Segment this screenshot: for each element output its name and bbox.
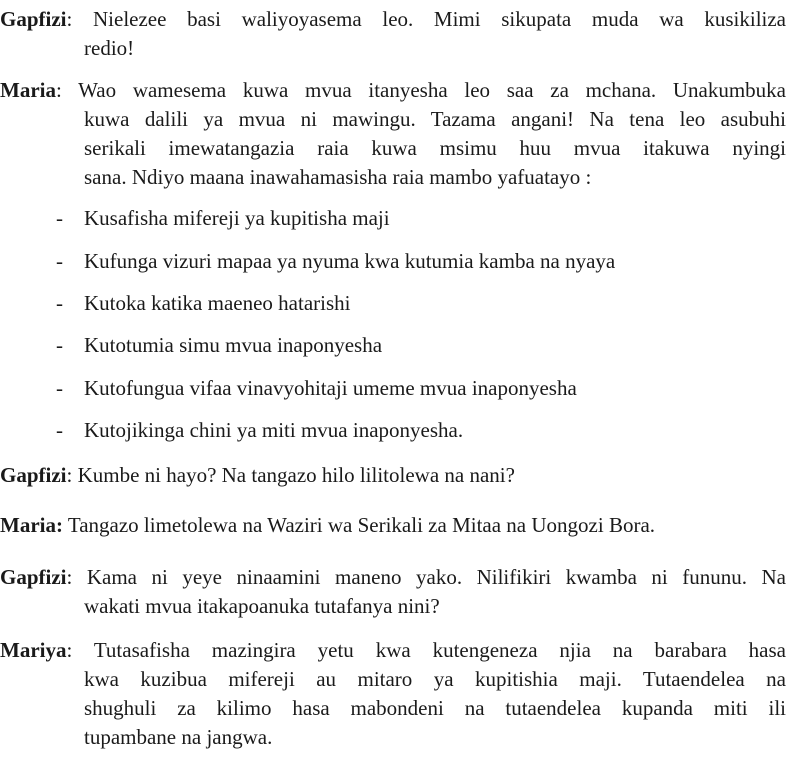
dialogue-turn [0, 511, 786, 540]
dialogue-line: kwa kuzibua mifereji au mitaro ya kupitishia maji. Tutaendelea na [84, 667, 786, 691]
dialogue-text: Tutasafisha mazingira yetu kwa kutengeneza njia na barabara hasa [93, 638, 786, 662]
bullet-marker: - [56, 291, 63, 315]
dialogue-line [0, 76, 786, 105]
speaker-separator: : [66, 7, 93, 31]
speaker-separator: : [55, 78, 79, 102]
dialogue-line: kuwa dalili ya mvua ni mawingu. Tazama angani! Na tena leo asubuhi [84, 107, 786, 131]
bullet-marker: - [56, 249, 63, 273]
bullet-marker: - [56, 418, 63, 442]
list-item-text: Kutojikinga chini ya miti mvua inaponyesha. [84, 418, 464, 442]
list-item [56, 247, 615, 276]
list-item-text: Kufunga vizuri mapaa ya nyuma kwa kutumia kamba na nyaya [84, 249, 616, 273]
dialogue-line: serikali imewatangazia raia kuwa msimu huu mvua itakuwa nyingi [84, 136, 786, 160]
list-item-text: Kusafisha mifereji ya kupitisha maji [84, 206, 390, 230]
bullet-marker: - [56, 206, 63, 230]
dialogue-turn [0, 5, 786, 63]
dialogue-turn [0, 636, 786, 752]
speaker-name: Gapfizi [0, 565, 67, 589]
speaker-separator: : [66, 463, 78, 487]
dialogue-line: wakati mvua itakapoanuka tutafanya nini? [84, 594, 440, 618]
dialogue-turn [0, 76, 786, 192]
list-item-text: Kutotumia simu mvua inaponyesha [84, 333, 383, 357]
dialogue-line: sana. Ndiyo maana inawahamasisha raia mambo yafuatayo : [84, 165, 592, 189]
dialogue-line [0, 5, 786, 34]
list-item [56, 289, 351, 318]
dialogue-text: Kumbe ni hayo? Na tangazo hilo lilitolewa na nani? [77, 463, 515, 487]
list-item [56, 204, 390, 233]
speaker-name: Gapfizi [0, 7, 67, 31]
dialogue-line [0, 461, 786, 490]
dialogue-line [0, 636, 786, 665]
speaker-name: Maria [0, 78, 56, 102]
speaker-name: Mariya [0, 638, 67, 662]
speaker-name: Gapfizi [0, 463, 67, 487]
dialogue-line: redio! [84, 36, 135, 60]
speaker-separator: : [66, 565, 87, 589]
speaker-separator: : [66, 638, 94, 662]
dialogue-turn [0, 563, 786, 621]
dialogue-text: Kama ni yeye ninaamini maneno yako. Nilifikiri kwamba ni fununu. Na [86, 565, 786, 589]
dialogue-line: shughuli za kilimo hasa mabondeni na tutaendelea kupanda miti ili [84, 696, 786, 720]
bullet-marker: - [56, 376, 63, 400]
dialogue-line [0, 563, 786, 592]
dialogue-line: tupambane na jangwa. [84, 725, 273, 749]
speaker-name: Maria: [0, 513, 63, 537]
dialogue-turn [0, 461, 786, 490]
list-item [56, 374, 577, 403]
bullet-marker: - [56, 333, 63, 357]
dialogue-text: Tangazo limetolewa na Waziri wa Serikali za Mitaa na Uongozi Bora. [67, 513, 656, 537]
dialogue-text: Wao wamesema kuwa mvua itanyesha leo saa za mchana. Unakumbuka [78, 78, 786, 102]
list-item [56, 416, 463, 445]
dialogue-text: Nielezee basi waliyoyasema leo. Mimi sikupata muda wa kusikiliza [93, 7, 786, 31]
list-item-text: Kutoka katika maeneo hatarishi [84, 291, 351, 315]
list-item-text: Kutofungua vifaa vinavyohitaji umeme mvua inaponyesha [84, 376, 577, 400]
list-item [56, 331, 382, 360]
dialogue-line [0, 511, 786, 540]
